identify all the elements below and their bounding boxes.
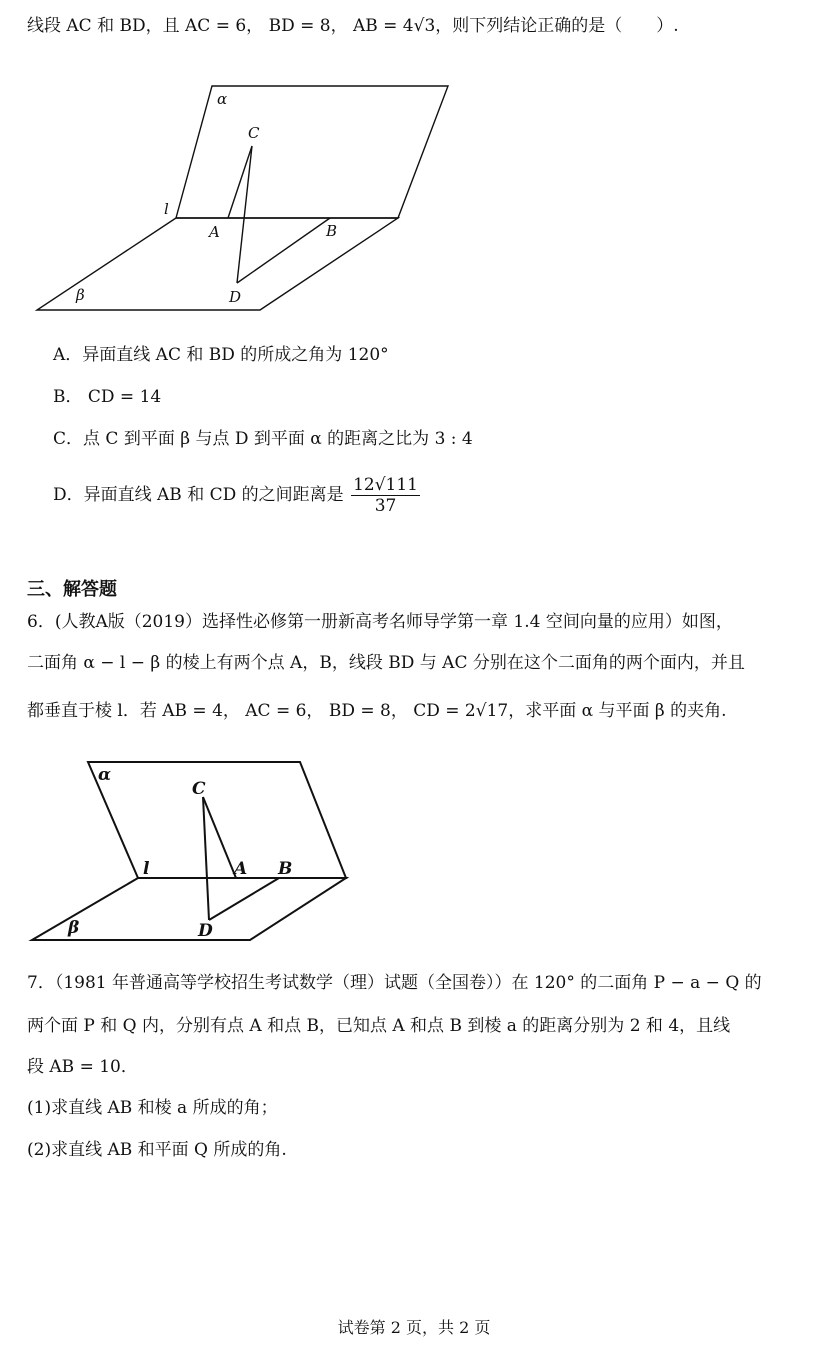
- label-beta: β: [76, 286, 85, 304]
- option-b: B． CD = 14: [53, 387, 162, 407]
- q7-part-2: (2)求直线 AB 和平面 Q 所成的角.: [27, 1140, 287, 1160]
- label-b: B: [326, 222, 338, 240]
- label-d: D: [229, 288, 242, 306]
- q5-stem: 线段 AC 和 BD，且 AC = 6， BD = 8， AB = 4√3，则下列结论正确的是（ ）.: [27, 16, 679, 36]
- label-d: D: [198, 921, 213, 941]
- page-footer: 试卷第 2 页，共 2 页: [337, 1318, 491, 1337]
- label-l: l: [164, 200, 169, 218]
- q7-line-3: 段 AB = 10．: [27, 1057, 138, 1077]
- q7-part-1: (1)求直线 AB 和棱 a 所成的角；: [27, 1098, 278, 1118]
- label-b: B: [278, 859, 293, 879]
- label-a: A: [234, 859, 248, 879]
- label-alpha: α: [217, 90, 228, 108]
- segment-cd: [203, 797, 209, 920]
- label-c: C: [192, 779, 206, 799]
- option-d-fraction: [351, 475, 420, 516]
- option-c: C．点 C 到平面 β 与点 D 到平面 α 的距离之比为 3 : 4: [53, 429, 473, 449]
- q7-line-1: 7．（1981 年普通高等学校招生考试数学（理）试题（全国卷））在 120° 的二面角 P − a − Q 的: [27, 973, 762, 993]
- q7-line-2: 两个面 P 和 Q 内，分别有点 A 和点 B，已知点 A 和点 B 到棱 a 的距离分别为 2 和 4，且线: [27, 1016, 731, 1036]
- label-l: l: [143, 859, 150, 879]
- fraction-denominator: 37: [374, 496, 397, 516]
- plane-alpha: [88, 762, 346, 878]
- q6-line-3: 都垂直于棱 l．若 AB = 4， AC = 6， BD = 8， CD = 2√17，求平面 α 与平面 β 的夹角.: [27, 701, 727, 721]
- segment-ac: [203, 797, 236, 878]
- q6-line-1: 6．(人教A版（2019）选择性必修第一册新高考名师导学第一章 1.4 空间向量的应用）如图，: [27, 612, 733, 632]
- figure-dihedral-2: [0, 750, 380, 950]
- label-c: C: [248, 124, 260, 142]
- option-d: [53, 475, 420, 516]
- label-beta: β: [68, 918, 80, 938]
- segment-bd: [209, 878, 279, 920]
- q6-line-2: 二面角 α − l − β 的棱上有两个点 A，B，线段 BD 与 AC 分别在这个二面角的两个面内，并且: [27, 653, 745, 673]
- option-a: A．异面直线 AC 和 BD 的所成之角为 120°: [53, 345, 389, 365]
- figure-dihedral-1: [0, 70, 480, 320]
- label-alpha: α: [98, 765, 112, 785]
- option-d-text: D．异面直线 AB 和 CD 的之间距离是: [53, 485, 344, 505]
- label-a: A: [209, 223, 220, 241]
- section-title: 三、解答题: [27, 579, 117, 600]
- fraction-numerator: 12√111: [353, 475, 418, 495]
